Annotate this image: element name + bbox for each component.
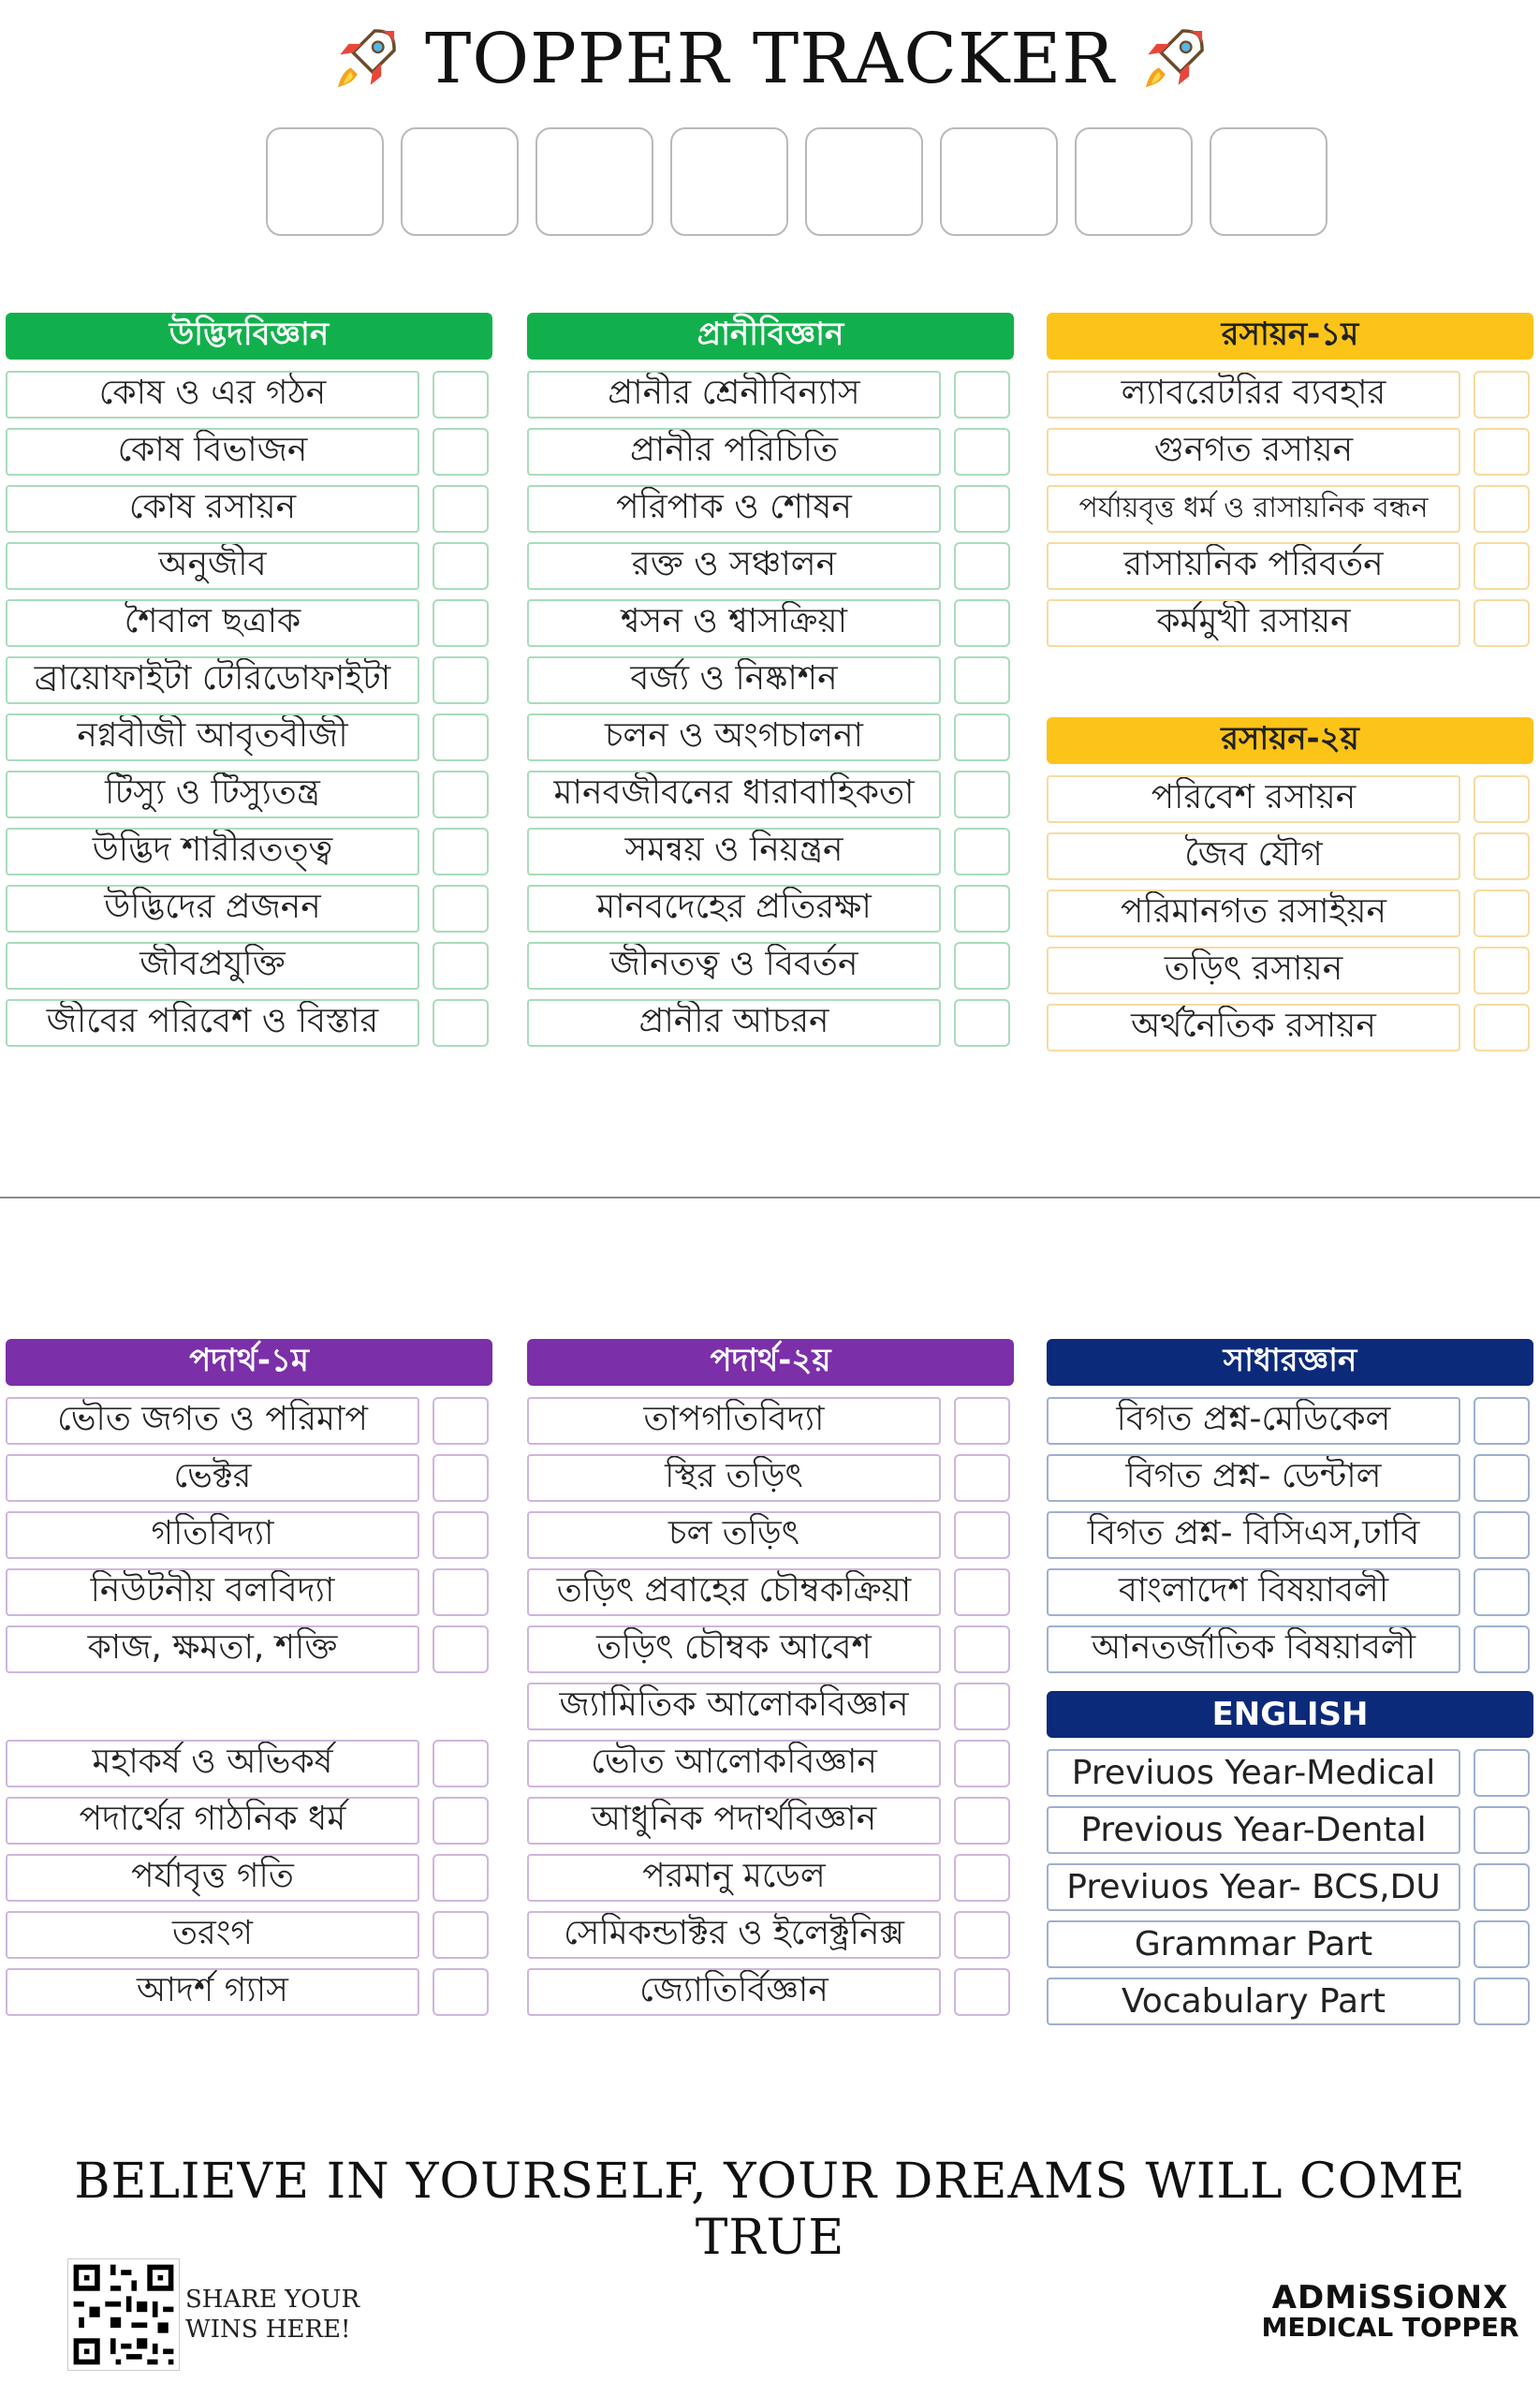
- topic-label: বর্জ্য ও নিষ্কাশন: [527, 656, 941, 704]
- topic-checkbox[interactable]: [1474, 542, 1530, 590]
- topic-label: জ্যামিতিক আলোকবিজ্ঞান: [527, 1683, 941, 1730]
- divider: [0, 1197, 1540, 1198]
- topic-label: পরিমানগত রসাইয়ন: [1047, 890, 1460, 937]
- topic-row: [527, 542, 1014, 590]
- topic-label: প্রানীর পরিচিতি: [527, 428, 941, 476]
- topic-label: ভৌত জগত ও পরিমাপ: [6, 1397, 419, 1445]
- topic-checkbox[interactable]: [433, 1625, 489, 1673]
- section-physics-2: [527, 1339, 1014, 2016]
- topic-checkbox[interactable]: [433, 428, 489, 476]
- topic-checkbox[interactable]: [954, 1683, 1010, 1730]
- topic-label: নগ্নবীজী আবৃতবীজী: [6, 713, 419, 761]
- topic-label: বাংলাদেশ বিষয়াবলী: [1047, 1568, 1460, 1616]
- topic-row: [6, 1568, 492, 1616]
- rocket-icon: [1139, 24, 1209, 94]
- topic-label: পর্যাবৃত্ত গতি: [6, 1854, 419, 1902]
- topic-row: [1047, 428, 1533, 476]
- topic-checkbox[interactable]: [954, 828, 1010, 875]
- topic-row: [527, 1511, 1014, 1559]
- topic-checkbox[interactable]: [433, 371, 489, 419]
- topic-checkbox[interactable]: [433, 713, 489, 761]
- topic-row: [1047, 599, 1533, 647]
- topic-checkbox[interactable]: [433, 999, 489, 1047]
- topic-label: পরিবেশ রসায়ন: [1047, 775, 1460, 823]
- topic-label: পর্যায়বৃত্ত ধর্ম ও রাসায়নিক বন্ধন: [1047, 485, 1460, 533]
- topic-checkbox[interactable]: [433, 485, 489, 533]
- topic-label: Previuos Year-Medical: [1047, 1749, 1460, 1797]
- date-box[interactable]: [940, 127, 1058, 236]
- topic-row: [527, 428, 1014, 476]
- topic-label: জীবপ্রযুক্তি: [6, 942, 419, 990]
- topic-row: [6, 1968, 492, 2016]
- topic-checkbox[interactable]: [1474, 1920, 1530, 1968]
- topic-label: চলন ও অংগচালনা: [527, 713, 941, 761]
- topic-checkbox[interactable]: [433, 1854, 489, 1902]
- date-boxes: [266, 127, 1311, 234]
- topic-label: জৈব যৌগ: [1047, 832, 1460, 880]
- topic-label: জীবের পরিবেশ ও বিস্তার: [6, 999, 419, 1047]
- topic-row: [6, 485, 492, 533]
- section-zoology: [527, 313, 1014, 1047]
- topic-checkbox[interactable]: [1474, 428, 1530, 476]
- topic-row: [1047, 1397, 1533, 1445]
- topic-checkbox[interactable]: [1474, 1511, 1530, 1559]
- topic-checkbox[interactable]: [433, 942, 489, 990]
- date-box[interactable]: [1210, 127, 1327, 236]
- topic-row: [1047, 1004, 1533, 1051]
- topic-checkbox[interactable]: [433, 1511, 489, 1559]
- topic-checkbox[interactable]: [954, 542, 1010, 590]
- topic-label: মানবজীবনের ধারাবাহিকতা: [527, 771, 941, 818]
- topic-label: তড়িৎ রসায়ন: [1047, 947, 1460, 994]
- topic-label: Previuos Year- BCS,DU: [1047, 1863, 1460, 1911]
- topic-label: তড়িৎ প্রবাহের চৌম্বকক্রিয়া: [527, 1568, 941, 1616]
- topic-checkbox[interactable]: [954, 1454, 1010, 1502]
- section-title-botany: উদ্ভিদবিজ্ঞান: [6, 313, 492, 360]
- topic-checkbox[interactable]: [433, 1911, 489, 1959]
- topic-row: [527, 771, 1014, 818]
- topic-checkbox[interactable]: [433, 542, 489, 590]
- brand-tagline: MEDICAL TOPPER: [1261, 2312, 1519, 2343]
- topic-row: [527, 1854, 1014, 1902]
- topic-checkbox[interactable]: [954, 1854, 1010, 1902]
- topic-label: Grammar Part: [1047, 1920, 1460, 1968]
- topic-label: আধুনিক পদার্থবিজ্ঞান: [527, 1797, 941, 1845]
- topic-row: [527, 713, 1014, 761]
- section-title-zoology: প্রানীবিজ্ঞান: [527, 313, 1014, 360]
- topic-checkbox[interactable]: [433, 1968, 489, 2016]
- topic-label: মহাকর্ষ ও অভিকর্ষ: [6, 1740, 419, 1787]
- topic-label: সেমিকন্ডাক্টর ও ইলেক্ট্রনিক্স: [527, 1911, 941, 1959]
- topic-row: [6, 656, 492, 704]
- topic-row: [1047, 1568, 1533, 1616]
- topic-label: উদ্ভিদ শারীরতত্ত্ব: [6, 828, 419, 875]
- topic-row: [527, 999, 1014, 1047]
- topic-row: [1047, 775, 1533, 823]
- topic-checkbox[interactable]: [954, 1797, 1010, 1845]
- topic-label: উদ্ভিদের প্রজনন: [6, 885, 419, 933]
- topic-label: বিগত প্রশ্ন- বিসিএস,ঢাবি: [1047, 1511, 1460, 1559]
- brand-name: ADMiSSiONX: [1271, 2279, 1509, 2316]
- topic-row: [527, 371, 1014, 419]
- topic-checkbox[interactable]: [433, 1740, 489, 1787]
- topic-checkbox[interactable]: [1474, 947, 1530, 994]
- topic-row: [527, 1968, 1014, 2016]
- topic-row: [527, 485, 1014, 533]
- topic-checkbox[interactable]: [954, 599, 1010, 647]
- topic-row: [1047, 1806, 1533, 1854]
- topic-label: কাজ, ক্ষমতা, শক্তি: [6, 1625, 419, 1673]
- topic-checkbox[interactable]: [1474, 1397, 1530, 1445]
- topic-row: [527, 1454, 1014, 1502]
- topic-row: [527, 885, 1014, 933]
- section-general-knowledge: [1047, 1339, 1533, 1673]
- topic-row: [6, 771, 492, 818]
- topic-checkbox[interactable]: [433, 1454, 489, 1502]
- topic-checkbox[interactable]: [1474, 1004, 1530, 1051]
- date-box[interactable]: [401, 127, 519, 236]
- topic-checkbox[interactable]: [954, 1911, 1010, 1959]
- section-title-general-knowledge: সাধারজ্ঞান: [1047, 1339, 1533, 1386]
- topic-row: [527, 828, 1014, 875]
- topic-label: প্রানীর শ্রেনীবিন্যাস: [527, 371, 941, 419]
- topic-label: বিগত প্রশ্ন- ডেন্টাল: [1047, 1454, 1460, 1502]
- section-title-physics-2: পদার্থ-২য়: [527, 1339, 1014, 1386]
- topic-row: [6, 542, 492, 590]
- topic-label: তড়িৎ চৌম্বক আবেশ: [527, 1625, 941, 1673]
- topic-checkbox[interactable]: [954, 771, 1010, 818]
- topic-checkbox[interactable]: [1474, 1625, 1530, 1673]
- topic-checkbox[interactable]: [1474, 890, 1530, 937]
- topic-row: [527, 1683, 1014, 1730]
- topic-row: [527, 656, 1014, 704]
- topic-row: [1047, 1749, 1533, 1797]
- topic-row: [6, 1454, 492, 1502]
- topic-label: কোষ রসায়ন: [6, 485, 419, 533]
- topic-checkbox[interactable]: [1474, 371, 1530, 419]
- topic-row: [527, 599, 1014, 647]
- topic-row: [6, 1854, 492, 1902]
- topic-checkbox[interactable]: [1474, 1749, 1530, 1797]
- topic-label: টিস্যু ও টিস্যুতন্ত্র: [6, 771, 419, 818]
- topic-row: [6, 1797, 492, 1845]
- date-box[interactable]: [1075, 127, 1193, 236]
- page-title: TOPPER TRACKER: [424, 19, 1116, 99]
- topic-row: [6, 1911, 492, 1959]
- topic-label: ব্রায়োফাইটা টেরিডোফাইটা: [6, 656, 419, 704]
- topic-checkbox[interactable]: [1474, 1863, 1530, 1911]
- topic-checkbox[interactable]: [954, 371, 1010, 419]
- topic-checkbox[interactable]: [1474, 832, 1530, 880]
- topic-label: রক্ত ও সঞ্চালন: [527, 542, 941, 590]
- topic-row: [1047, 1978, 1533, 2025]
- topic-checkbox[interactable]: [433, 656, 489, 704]
- topic-row: [6, 371, 492, 419]
- topic-row: [1047, 832, 1533, 880]
- brand-logo: [1254, 2279, 1526, 2343]
- topic-checkbox[interactable]: [433, 885, 489, 933]
- topic-row: [6, 885, 492, 933]
- qr-code-icon[interactable]: [67, 2258, 180, 2371]
- topic-label: বিগত প্রশ্ন-মেডিকেল: [1047, 1397, 1460, 1445]
- topic-checkbox[interactable]: [433, 828, 489, 875]
- topic-row: [6, 713, 492, 761]
- topic-row: [1047, 1863, 1533, 1911]
- section-chemistry-2: [1047, 717, 1533, 1051]
- topic-label: সমন্বয় ও নিয়ন্ত্রন: [527, 828, 941, 875]
- topic-row: [527, 1911, 1014, 1959]
- topic-checkbox[interactable]: [954, 656, 1010, 704]
- topic-label: অর্থনৈতিক রসায়ন: [1047, 1004, 1460, 1051]
- topic-label: জ্যোতির্বিজ্ঞান: [527, 1968, 941, 2016]
- topic-label: নিউটনীয় বলবিদ্যা: [6, 1568, 419, 1616]
- topic-checkbox[interactable]: [954, 1568, 1010, 1616]
- date-box[interactable]: [535, 127, 653, 236]
- topic-label: তরংগ: [6, 1911, 419, 1959]
- topic-checkbox[interactable]: [954, 1625, 1010, 1673]
- topic-label: মানবদেহের প্রতিরক্ষা: [527, 885, 941, 933]
- topic-checkbox[interactable]: [1474, 485, 1530, 533]
- topic-checkbox[interactable]: [954, 885, 1010, 933]
- topic-label: শৈবাল ছত্রাক: [6, 599, 419, 647]
- date-box[interactable]: [670, 127, 788, 236]
- topic-label: পদার্থের গাঠনিক ধর্ম: [6, 1797, 419, 1845]
- topic-checkbox[interactable]: [954, 485, 1010, 533]
- topic-label: চল তড়িৎ: [527, 1511, 941, 1559]
- date-box[interactable]: [805, 127, 923, 236]
- topic-row: [6, 1625, 492, 1673]
- date-box[interactable]: [266, 127, 384, 236]
- topic-checkbox[interactable]: [433, 1397, 489, 1445]
- topic-row: [1047, 485, 1533, 533]
- topic-checkbox[interactable]: [954, 999, 1010, 1047]
- header: [0, 7, 1540, 110]
- topic-row: [6, 1511, 492, 1559]
- topic-label: জীনতত্ব ও বিবর্তন: [527, 942, 941, 990]
- topic-label: অনুজীব: [6, 542, 419, 590]
- share-text: [185, 2285, 359, 2345]
- topic-row: [6, 999, 492, 1047]
- topic-label: গতিবিদ্যা: [6, 1511, 419, 1559]
- section-title-physics-1: পদার্থ-১ম: [6, 1339, 492, 1386]
- section-botany: [6, 313, 492, 1047]
- topic-row: [1047, 542, 1533, 590]
- topic-label: কোষ ও এর গঠন: [6, 371, 419, 419]
- rocket-icon: [331, 24, 401, 94]
- topic-checkbox[interactable]: [1474, 1806, 1530, 1854]
- topic-checkbox[interactable]: [1474, 1454, 1530, 1502]
- topic-checkbox[interactable]: [954, 1740, 1010, 1787]
- topic-row: [1047, 890, 1533, 937]
- section-english: [1047, 1691, 1533, 2025]
- topic-label: ভেক্টর: [6, 1454, 419, 1502]
- topic-row: [6, 1740, 492, 1787]
- topic-checkbox[interactable]: [1474, 775, 1530, 823]
- topic-label: Previous Year-Dental: [1047, 1806, 1460, 1854]
- topic-label: ল্যাবরেটরির ব্যবহার: [1047, 371, 1460, 419]
- share-line-1: SHARE YOUR: [185, 2286, 360, 2314]
- topic-label: Vocabulary Part: [1047, 1978, 1460, 2025]
- topic-checkbox[interactable]: [433, 599, 489, 647]
- topic-checkbox[interactable]: [433, 771, 489, 818]
- topic-row: [527, 1625, 1014, 1673]
- topic-label: কর্মমুখী রসায়ন: [1047, 599, 1460, 647]
- topic-row: [6, 942, 492, 990]
- topic-row: [6, 828, 492, 875]
- topic-row: [6, 428, 492, 476]
- section-physics-1: [6, 1339, 492, 2016]
- topic-row: [6, 599, 492, 647]
- topic-checkbox[interactable]: [954, 428, 1010, 476]
- topic-label: পরমানু মডেল: [527, 1854, 941, 1902]
- topic-checkbox[interactable]: [1474, 599, 1530, 647]
- topic-checkbox[interactable]: [954, 713, 1010, 761]
- topic-row: [527, 1740, 1014, 1787]
- topic-checkbox[interactable]: [954, 942, 1010, 990]
- topic-label: পরিপাক ও শোষন: [527, 485, 941, 533]
- section-chemistry-1: [1047, 313, 1533, 647]
- topic-checkbox[interactable]: [433, 1797, 489, 1845]
- topic-row: [527, 1568, 1014, 1616]
- topic-label: শ্বসন ও শ্বাসক্রিয়া: [527, 599, 941, 647]
- topic-checkbox[interactable]: [954, 1968, 1010, 2016]
- topic-label: আদর্শ গ্যাস: [6, 1968, 419, 2016]
- topic-label: প্রানীর আচরন: [527, 999, 941, 1047]
- topic-label: ভৌত আলোকবিজ্ঞান: [527, 1740, 941, 1787]
- topic-row: [1047, 1511, 1533, 1559]
- topic-checkbox[interactable]: [1474, 1568, 1530, 1616]
- topic-checkbox[interactable]: [954, 1511, 1010, 1559]
- topic-label: তাপগতিবিদ্যা: [527, 1397, 941, 1445]
- topic-row: [1047, 1920, 1533, 1968]
- topic-label: গুনগত রসায়ন: [1047, 428, 1460, 476]
- topic-row: [527, 1797, 1014, 1845]
- share-line-2: WINS HERE!: [185, 2316, 351, 2344]
- topic-checkbox[interactable]: [433, 1568, 489, 1616]
- topic-label: স্থির তড়িৎ: [527, 1454, 941, 1502]
- topic-checkbox[interactable]: [1474, 1978, 1530, 2025]
- topic-label: রাসায়নিক পরিবর্তন: [1047, 542, 1460, 590]
- topic-row: [1047, 371, 1533, 419]
- section-title-chemistry-1: রসায়ন-১ম: [1047, 313, 1533, 360]
- topic-row: [527, 1397, 1014, 1445]
- motto: BELIEVE IN YOURSELF, YOUR DREAMS WILL COME TRUE: [74, 2154, 1466, 2266]
- topic-label: কোষ বিভাজন: [6, 428, 419, 476]
- section-title-english: ENGLISH: [1047, 1691, 1533, 1738]
- topic-row: [1047, 947, 1533, 994]
- topic-row: [527, 942, 1014, 990]
- section-title-chemistry-2: রসায়ন-২য়: [1047, 717, 1533, 764]
- topic-label: আনতর্জাতিক বিষয়াবলী: [1047, 1625, 1460, 1673]
- topic-row: [1047, 1454, 1533, 1502]
- topic-checkbox[interactable]: [954, 1397, 1010, 1445]
- topic-row: [1047, 1625, 1533, 1673]
- topic-row: [6, 1397, 492, 1445]
